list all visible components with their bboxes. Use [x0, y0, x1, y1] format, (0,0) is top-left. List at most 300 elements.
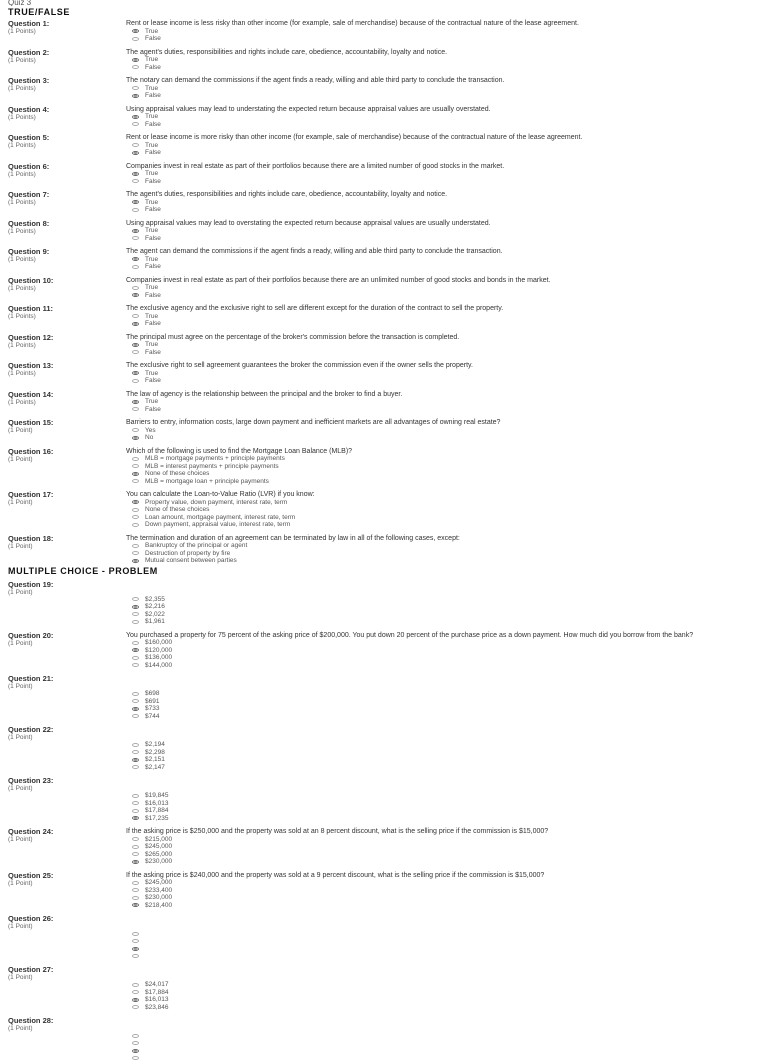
radio-selected-icon[interactable] — [132, 648, 139, 652]
answer-choice[interactable] — [132, 478, 760, 486]
question-question-1 — [8, 20, 760, 43]
answer-choice-label: MLB = mortgage payments + principle payments — [145, 455, 285, 462]
radio-empty-icon[interactable] — [132, 479, 139, 483]
question-question-26 — [8, 915, 760, 960]
radio-empty-icon[interactable] — [132, 179, 139, 183]
answer-choice-label: False — [145, 320, 161, 327]
radio-empty-icon[interactable] — [132, 1034, 139, 1038]
radio-selected-icon[interactable] — [132, 151, 139, 155]
answer-choice-label: True — [145, 113, 158, 120]
answer-choice[interactable] — [132, 199, 760, 207]
question-text: If the asking price is $240,000 and the property was sold at a 9 percent discount, what is the selling price if the commission is $15,000? — [126, 872, 760, 880]
question-body — [126, 448, 760, 486]
radio-empty-icon[interactable] — [132, 523, 139, 527]
question-points: (1 Points) — [8, 342, 126, 350]
answer-choice-label: $733 — [145, 705, 159, 712]
question-points: (1 Points) — [8, 313, 126, 321]
question-question-9 — [8, 248, 760, 271]
radio-selected-icon[interactable] — [132, 436, 139, 440]
answer-choice-label: $16,013 — [145, 800, 169, 807]
radio-empty-icon[interactable] — [132, 379, 139, 383]
answer-choice[interactable] — [132, 596, 760, 604]
answer-choice-label: $698 — [145, 690, 159, 697]
question-points: (1 Points) — [8, 57, 126, 65]
question-question-3 — [8, 77, 760, 100]
answer-choice-label: $744 — [145, 713, 159, 720]
answer-choice[interactable] — [132, 56, 760, 64]
answer-choice[interactable] — [132, 807, 760, 815]
radio-empty-icon[interactable] — [132, 620, 139, 624]
radio-empty-icon[interactable] — [132, 852, 139, 856]
question-points: (1 Point) — [8, 880, 126, 888]
question-points: (1 Points) — [8, 142, 126, 150]
answer-choice[interactable] — [132, 463, 760, 471]
answer-choice[interactable] — [132, 930, 760, 938]
question-text — [126, 966, 760, 981]
answer-choice[interactable] — [132, 178, 760, 186]
answer-choice[interactable] — [132, 879, 760, 887]
answer-choice[interactable] — [132, 341, 760, 349]
radio-empty-icon[interactable] — [132, 699, 139, 703]
radio-empty-icon[interactable] — [132, 809, 139, 813]
question-label: Question 11: — [8, 305, 126, 313]
answer-choice-label: False — [145, 149, 161, 156]
radio-selected-icon[interactable] — [132, 29, 139, 33]
question-meta — [8, 248, 126, 271]
radio-empty-icon[interactable] — [132, 37, 139, 41]
radio-selected-icon[interactable] — [132, 115, 139, 119]
answer-choice[interactable] — [132, 92, 760, 100]
question-points: (1 Points) — [8, 199, 126, 207]
question-points: (1 Points) — [8, 285, 126, 293]
question-body — [126, 966, 760, 1011]
radio-empty-icon[interactable] — [132, 1041, 139, 1045]
question-body — [126, 419, 760, 442]
radio-selected-icon[interactable] — [132, 947, 139, 951]
answer-choice[interactable] — [132, 64, 760, 72]
answer-choice[interactable] — [132, 470, 760, 478]
question-meta — [8, 106, 126, 129]
answer-choice-label: False — [145, 349, 161, 356]
radio-selected-icon[interactable] — [132, 172, 139, 176]
answer-choice[interactable] — [132, 989, 760, 997]
question-question-24 — [8, 828, 760, 866]
radio-selected-icon[interactable] — [132, 860, 139, 864]
answer-choice-label: $245,000 — [145, 879, 172, 886]
answer-choice[interactable] — [132, 227, 760, 235]
question-question-2 — [8, 49, 760, 72]
answer-choice[interactable] — [132, 320, 760, 328]
answer-choice[interactable] — [132, 792, 760, 800]
radio-empty-icon[interactable] — [132, 407, 139, 411]
answer-choice-label: $233,400 — [145, 887, 172, 894]
question-text: If the asking price is $250,000 and the property was sold at an 8 percent discount, what is the selling price if the commission is $15,000? — [126, 828, 760, 836]
answer-choice-label: $17,884 — [145, 989, 169, 996]
question-points: (1 Points) — [8, 171, 126, 179]
answer-choice[interactable] — [132, 851, 760, 859]
radio-selected-icon[interactable] — [132, 559, 139, 563]
answer-choice[interactable] — [132, 85, 760, 93]
question-question-8 — [8, 220, 760, 243]
question-points: (1 Points) — [8, 28, 126, 36]
radio-selected-icon[interactable] — [132, 816, 139, 820]
answer-choice[interactable] — [132, 887, 760, 895]
question-label: Question 2: — [8, 49, 126, 57]
answer-choice[interactable] — [132, 427, 760, 435]
radio-empty-icon[interactable] — [132, 888, 139, 892]
radio-empty-icon[interactable] — [132, 714, 139, 718]
radio-empty-icon[interactable] — [132, 1005, 139, 1009]
question-body — [126, 777, 760, 822]
question-points: (1 Point) — [8, 456, 126, 464]
answer-choice-label: True — [145, 199, 158, 206]
answer-choice[interactable] — [132, 521, 760, 529]
answer-choice-label: True — [145, 56, 158, 63]
radio-selected-icon[interactable] — [132, 707, 139, 711]
question-body — [126, 106, 760, 129]
question-text: The exclusive right to sell agreement guarantees the broker the commission even if the owner sells the property. — [126, 362, 760, 370]
question-points: (1 Point) — [8, 734, 126, 742]
answer-choice[interactable] — [132, 894, 760, 902]
section-true-false — [8, 7, 760, 565]
answer-choice[interactable] — [132, 843, 760, 851]
question-label: Question 19: — [8, 581, 126, 589]
answer-choice[interactable] — [132, 639, 760, 647]
answer-choice[interactable] — [132, 113, 760, 121]
answer-choice[interactable] — [132, 284, 760, 292]
radio-empty-icon[interactable] — [132, 428, 139, 432]
radio-empty-icon[interactable] — [132, 508, 139, 512]
answer-choice[interactable] — [132, 1004, 760, 1012]
question-meta — [8, 77, 126, 100]
answer-choice[interactable] — [132, 398, 760, 406]
answer-choice[interactable] — [132, 749, 760, 757]
answer-choice-label: $17,235 — [145, 815, 169, 822]
answer-choice[interactable] — [132, 377, 760, 385]
radio-empty-icon[interactable] — [132, 65, 139, 69]
answer-choice[interactable] — [132, 945, 760, 953]
question-points: (1 Point) — [8, 589, 126, 597]
answer-choice[interactable] — [132, 938, 760, 946]
answer-choice[interactable] — [132, 902, 760, 910]
answer-choice-label: Loan amount, mortgage payment, interest rate, term — [145, 514, 295, 521]
answer-choice-label: $1,961 — [145, 618, 165, 625]
radio-empty-icon[interactable] — [132, 656, 139, 660]
question-question-15 — [8, 419, 760, 442]
question-text — [126, 915, 760, 930]
answer-choice[interactable] — [132, 313, 760, 321]
radio-empty-icon[interactable] — [132, 692, 139, 696]
question-text: The exclusive agency and the exclusive right to sell are different except for the duration of the contract to sell the property. — [126, 305, 760, 313]
question-body — [126, 77, 760, 100]
answer-choice-label: $691 — [145, 698, 159, 705]
answer-choice-label: True — [145, 313, 158, 320]
question-points: (1 Point) — [8, 427, 126, 435]
radio-empty-icon[interactable] — [132, 845, 139, 849]
radio-empty-icon[interactable] — [132, 801, 139, 805]
question-question-5 — [8, 134, 760, 157]
answer-choice-label: $2,151 — [145, 756, 165, 763]
question-meta — [8, 163, 126, 186]
radio-empty-icon[interactable] — [132, 515, 139, 519]
question-meta — [8, 777, 126, 822]
answer-choice-label: False — [145, 35, 161, 42]
answer-choice[interactable] — [132, 170, 760, 178]
question-text — [126, 675, 760, 690]
answer-choice-label: False — [145, 206, 161, 213]
radio-empty-icon[interactable] — [132, 896, 139, 900]
answer-choice[interactable] — [132, 858, 760, 866]
answer-choice[interactable] — [132, 741, 760, 749]
answer-choice[interactable] — [132, 35, 760, 43]
question-text: Companies invest in real estate as part of their portfolios because there are a limited number of good stocks in the market. — [126, 163, 760, 171]
radio-empty-icon[interactable] — [132, 932, 139, 936]
radio-empty-icon[interactable] — [132, 765, 139, 769]
radio-selected-icon[interactable] — [132, 472, 139, 476]
answer-choice-label: None of these choices — [145, 470, 209, 477]
question-meta — [8, 134, 126, 157]
radio-selected-icon[interactable] — [132, 371, 139, 375]
question-points: (1 Point) — [8, 499, 126, 507]
radio-empty-icon[interactable] — [132, 464, 139, 468]
question-label: Question 6: — [8, 163, 126, 171]
answer-choice[interactable] — [132, 550, 760, 558]
answer-choice[interactable] — [132, 256, 760, 264]
radio-selected-icon[interactable] — [132, 1049, 139, 1053]
question-body — [126, 872, 760, 910]
radio-empty-icon[interactable] — [132, 837, 139, 841]
radio-empty-icon[interactable] — [132, 939, 139, 943]
answer-choice[interactable] — [132, 953, 760, 961]
answer-choice[interactable] — [132, 603, 760, 611]
radio-empty-icon[interactable] — [132, 86, 139, 90]
answer-choice[interactable] — [132, 349, 760, 357]
answer-choice-label: Destruction of property by fire — [145, 550, 230, 557]
answer-choice[interactable] — [132, 235, 760, 243]
question-text: The agent can demand the commissions if the agent finds a ready, willing and able third party to conclude the transaction. — [126, 248, 760, 256]
radio-empty-icon[interactable] — [132, 612, 139, 616]
answer-choice[interactable] — [132, 514, 760, 522]
question-text: Rent or lease income is more risky than other income (for example, sale of merchandise) because of the contractual nature of the lease agreement. — [126, 134, 760, 142]
radio-empty-icon[interactable] — [132, 641, 139, 645]
answer-choice-label: $160,000 — [145, 639, 172, 646]
question-meta — [8, 872, 126, 910]
question-meta — [8, 491, 126, 529]
question-meta — [8, 915, 126, 960]
answer-choice[interactable] — [132, 557, 760, 565]
answer-choice[interactable] — [132, 263, 760, 271]
question-body — [126, 675, 760, 720]
radio-selected-icon[interactable] — [132, 400, 139, 404]
radio-empty-icon[interactable] — [132, 265, 139, 269]
answer-choice[interactable] — [132, 149, 760, 157]
answer-choice-label: False — [145, 263, 161, 270]
answer-choice[interactable] — [132, 654, 760, 662]
question-body — [126, 20, 760, 43]
answer-choice[interactable] — [132, 142, 760, 150]
answer-choice-label: False — [145, 292, 161, 299]
answer-choice-label: $120,000 — [145, 647, 172, 654]
question-label: Question 4: — [8, 106, 126, 114]
radio-empty-icon[interactable] — [132, 990, 139, 994]
radio-empty-icon[interactable] — [132, 236, 139, 240]
answer-choice[interactable] — [132, 756, 760, 764]
answer-choice[interactable] — [132, 121, 760, 129]
answer-choice[interactable] — [132, 618, 760, 626]
answer-choice-label: False — [145, 377, 161, 384]
answer-choice-label: False — [145, 406, 161, 413]
radio-selected-icon[interactable] — [132, 293, 139, 297]
question-meta — [8, 448, 126, 486]
answer-choice-label: True — [145, 85, 158, 92]
answer-choice-label: True — [145, 142, 158, 149]
radio-empty-icon[interactable] — [132, 663, 139, 667]
radio-empty-icon[interactable] — [132, 954, 139, 958]
radio-selected-icon[interactable] — [132, 58, 139, 62]
question-label: Question 7: — [8, 191, 126, 199]
question-label: Question 28: — [8, 1017, 126, 1025]
answer-choice[interactable] — [132, 800, 760, 808]
question-label: Question 10: — [8, 277, 126, 285]
question-text: The agent's duties, responsibilities and rights include care, obedience, accountability, loyalty and notice. — [126, 49, 760, 57]
question-label: Question 13: — [8, 362, 126, 370]
answer-choice[interactable] — [132, 647, 760, 655]
question-body — [126, 828, 760, 866]
radio-empty-icon[interactable] — [132, 544, 139, 548]
question-meta — [8, 828, 126, 866]
question-question-18 — [8, 535, 760, 565]
radio-empty-icon[interactable] — [132, 286, 139, 290]
radio-empty-icon[interactable] — [132, 350, 139, 354]
answer-choice[interactable] — [132, 815, 760, 823]
answer-choice[interactable] — [132, 611, 760, 619]
question-body — [126, 277, 760, 300]
answer-choice[interactable] — [132, 836, 760, 844]
question-body — [126, 581, 760, 626]
radio-empty-icon[interactable] — [132, 794, 139, 798]
question-label: Question 12: — [8, 334, 126, 342]
radio-selected-icon[interactable] — [132, 94, 139, 98]
radio-empty-icon[interactable] — [132, 314, 139, 318]
answer-choice[interactable] — [132, 713, 760, 721]
radio-empty-icon[interactable] — [132, 881, 139, 885]
radio-empty-icon[interactable] — [132, 143, 139, 147]
answer-choice-label: $265,000 — [145, 851, 172, 858]
answer-choice-label: $230,000 — [145, 894, 172, 901]
answer-choice-label: $144,000 — [145, 662, 172, 669]
answer-choice-label: False — [145, 64, 161, 71]
answer-choice[interactable] — [132, 434, 760, 442]
answer-choice[interactable] — [132, 370, 760, 378]
answer-choice-label: None of these choices — [145, 506, 209, 513]
answer-choice[interactable] — [132, 1055, 760, 1062]
answer-choice[interactable] — [132, 506, 760, 514]
answer-choice-label: $2,022 — [145, 611, 165, 618]
question-body — [126, 915, 760, 960]
radio-empty-icon[interactable] — [132, 457, 139, 461]
question-points: (1 Point) — [8, 1025, 126, 1033]
radio-empty-icon[interactable] — [132, 1056, 139, 1060]
answer-choice-label: False — [145, 92, 161, 99]
radio-empty-icon[interactable] — [132, 551, 139, 555]
radio-selected-icon[interactable] — [132, 229, 139, 233]
radio-selected-icon[interactable] — [132, 903, 139, 907]
question-question-11 — [8, 305, 760, 328]
answer-choice[interactable] — [132, 206, 760, 214]
answer-choice[interactable] — [132, 455, 760, 463]
answer-choice[interactable] — [132, 1047, 760, 1055]
question-points: (1 Points) — [8, 114, 126, 122]
answer-choice-label: $2,298 — [145, 749, 165, 756]
answer-choice[interactable] — [132, 662, 760, 670]
question-points: (1 Point) — [8, 785, 126, 793]
question-body — [126, 49, 760, 72]
question-text: The termination and duration of an agreement can be terminated by law in all of the following cases, except: — [126, 535, 760, 543]
answer-choice-label: $2,194 — [145, 741, 165, 748]
question-meta — [8, 632, 126, 670]
answer-choice[interactable] — [132, 698, 760, 706]
answer-choice[interactable] — [132, 292, 760, 300]
answer-choice-label: True — [145, 398, 158, 405]
question-meta — [8, 334, 126, 357]
question-question-20 — [8, 632, 760, 670]
radio-empty-icon[interactable] — [132, 750, 139, 754]
question-label: Question 25: — [8, 872, 126, 880]
radio-selected-icon[interactable] — [132, 257, 139, 261]
radio-selected-icon[interactable] — [132, 500, 139, 504]
answer-choice[interactable] — [132, 996, 760, 1004]
answer-choice[interactable] — [132, 499, 760, 507]
question-question-21 — [8, 675, 760, 720]
question-question-10 — [8, 277, 760, 300]
radio-selected-icon[interactable] — [132, 343, 139, 347]
radio-empty-icon[interactable] — [132, 983, 139, 987]
radio-selected-icon[interactable] — [132, 758, 139, 762]
question-question-25 — [8, 872, 760, 910]
answer-choice[interactable] — [132, 542, 760, 550]
answer-choice[interactable] — [132, 1040, 760, 1048]
answer-choice-label: Yes — [145, 427, 156, 434]
question-body — [126, 220, 760, 243]
question-label: Question 22: — [8, 726, 126, 734]
section-title: MULTIPLE CHOICE - PROBLEM — [8, 566, 760, 576]
question-body — [126, 248, 760, 271]
radio-selected-icon[interactable] — [132, 322, 139, 326]
answer-choice-label: $230,000 — [145, 858, 172, 865]
question-body — [126, 334, 760, 357]
radio-empty-icon[interactable] — [132, 743, 139, 747]
answer-choice[interactable] — [132, 28, 760, 36]
answer-choice[interactable] — [132, 1032, 760, 1040]
question-points: (1 Points) — [8, 256, 126, 264]
answer-choice-label: True — [145, 284, 158, 291]
radio-selected-icon[interactable] — [132, 998, 139, 1002]
question-points: (1 Point) — [8, 543, 126, 551]
radio-selected-icon[interactable] — [132, 200, 139, 204]
answer-choice[interactable] — [132, 690, 760, 698]
answer-choice[interactable] — [132, 764, 760, 772]
radio-selected-icon[interactable] — [132, 605, 139, 609]
radio-empty-icon[interactable] — [132, 122, 139, 126]
question-meta — [8, 419, 126, 442]
answer-choice[interactable] — [132, 406, 760, 414]
answer-choice[interactable] — [132, 705, 760, 713]
answer-choice-label: $24,017 — [145, 981, 169, 988]
question-text: The law of agency is the relationship between the principal and the broker to find a buyer. — [126, 391, 760, 399]
radio-empty-icon[interactable] — [132, 597, 139, 601]
radio-empty-icon[interactable] — [132, 208, 139, 212]
answer-choice[interactable] — [132, 981, 760, 989]
